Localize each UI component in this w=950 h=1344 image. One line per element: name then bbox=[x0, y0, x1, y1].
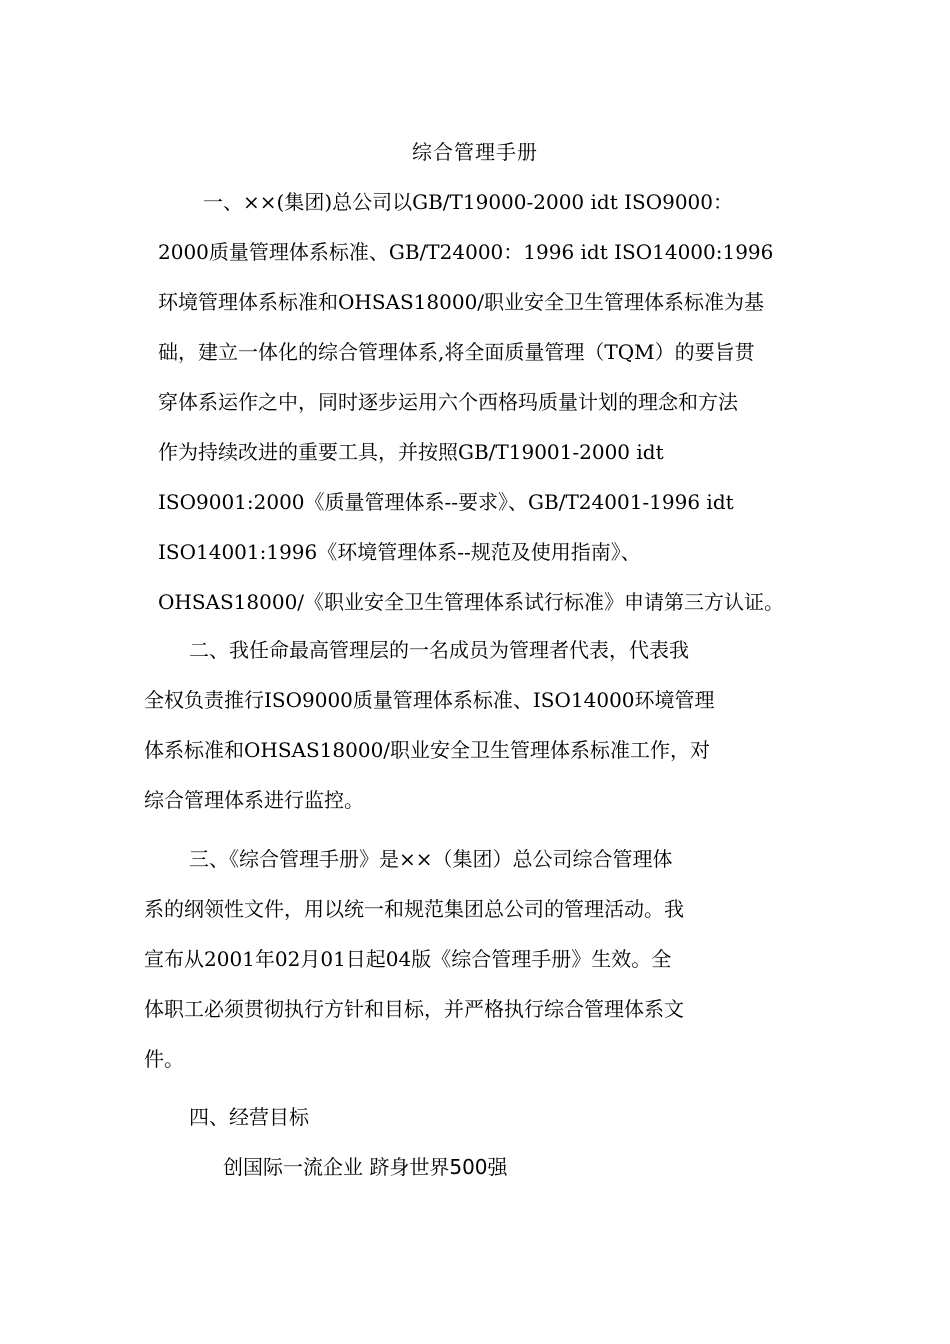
section1-line: ISO14001:1996《环境管理体系--规范及使用指南》、 bbox=[158, 540, 641, 564]
section3-line: 件。 bbox=[144, 1047, 184, 1071]
section1-line: 穿体系运作之中，同时逐步运用六个西格玛质量计划的理念和方法 bbox=[158, 390, 738, 414]
document-title: 综合管理手册 bbox=[412, 140, 538, 164]
section4-heading: 四、经营目标 bbox=[189, 1105, 309, 1129]
section2-line: 综合管理体系进行监控。 bbox=[144, 788, 364, 812]
section3-line: 体职工必须贯彻执行方针和目标，并严格执行综合管理体系文 bbox=[144, 997, 684, 1021]
section2-line: 体系标准和OHSAS18000/职业安全卫生管理体系标准工作，对 bbox=[144, 738, 711, 762]
section1-line: 一、××(集团)总公司以GB/T19000-2000 idt ISO9000： bbox=[203, 190, 733, 214]
section1-line: OHSAS18000/《职业安全卫生管理体系试行标准》申请第三方认证。 bbox=[158, 590, 785, 614]
section1-line: 作为持续改进的重要工具，并按照GB/T19001-2000 idt bbox=[158, 440, 664, 464]
business-goal: 创国际一流企业 跻身世界500强 bbox=[223, 1155, 508, 1179]
section1-line: 2000质量管理体系标准、GB/T24000：1996 idt ISO14000:1996 bbox=[158, 240, 774, 264]
section3-line: 三、《综合管理手册》是××（集团）总公司综合管理体 bbox=[189, 847, 673, 871]
section1-line: 环境管理体系标准和OHSAS18000/职业安全卫生管理体系标准为基 bbox=[158, 290, 765, 314]
section3-line: 系的纲领性文件，用以统一和规范集团总公司的管理活动。我 bbox=[144, 897, 684, 921]
section3-line: 宣布从2001年02月01日起04版《综合管理手册》生效。全 bbox=[144, 947, 672, 971]
section1-line: 础，建立一体化的综合管理体系,将全面质量管理（TQM）的要旨贯 bbox=[158, 340, 755, 364]
section2-line: 全权负责推行ISO9000质量管理体系标准、ISO14000环境管理 bbox=[144, 688, 715, 712]
section2-line: 二、我任命最高管理层的一名成员为管理者代表，代表我 bbox=[189, 638, 689, 662]
section1-line: ISO9001:2000《质量管理体系--要求》、GB/T24001-1996 idt bbox=[158, 490, 734, 514]
